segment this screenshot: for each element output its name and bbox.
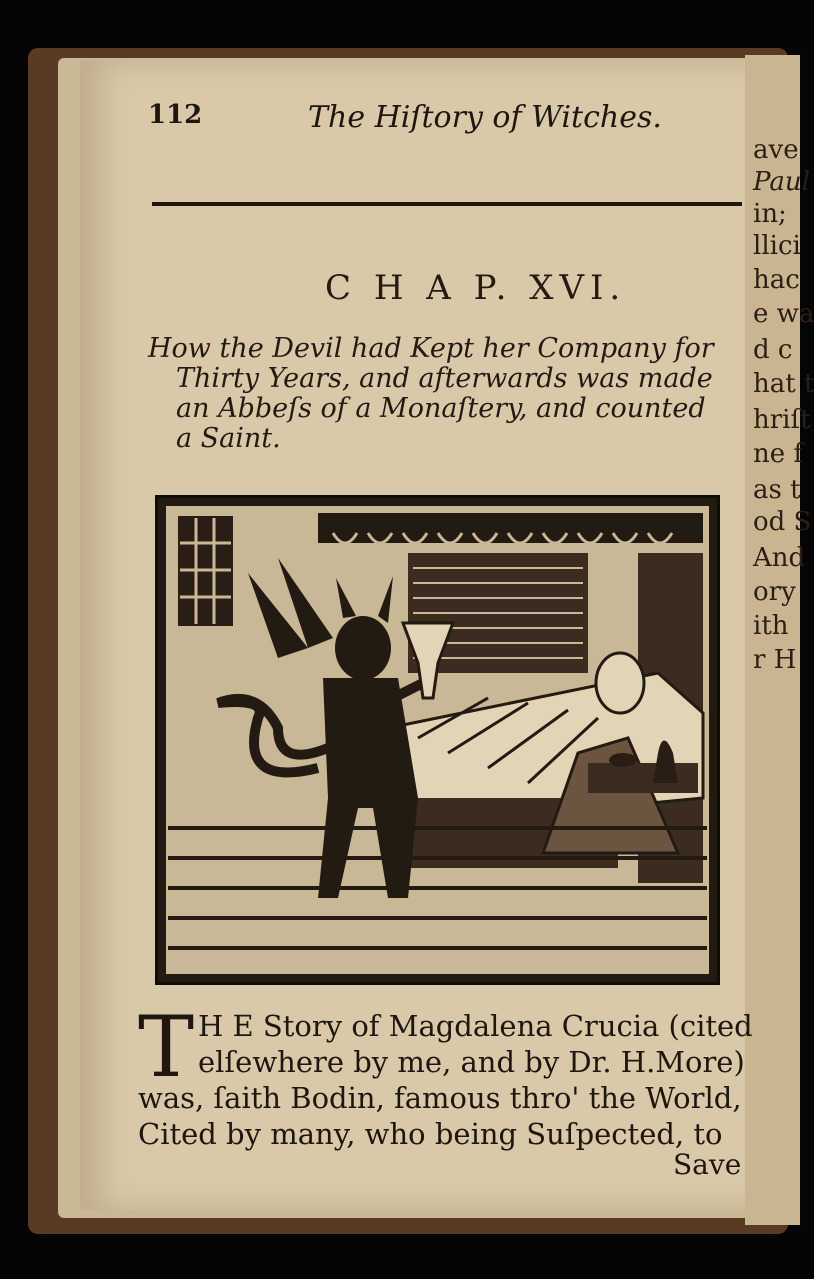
body-text	[138, 1008, 753, 1152]
subheading-line: How the Devil had Kept her Company for	[148, 333, 714, 364]
facing-fragment: And	[753, 543, 806, 573]
woodcut-illustration	[155, 495, 720, 985]
devil-head	[335, 616, 391, 680]
chapter-heading: C H A P. XVI.	[325, 268, 627, 308]
facing-fragment: od S	[753, 507, 812, 537]
page-number: 112	[148, 100, 203, 130]
facing-fragment: hriſt	[753, 405, 811, 435]
subheading-line: a Saint.	[176, 423, 281, 454]
sleeping-woman-head	[596, 653, 644, 713]
facing-fragment: ory	[753, 577, 796, 607]
facing-fragment: ne f	[753, 439, 804, 469]
drop-cap: T	[138, 998, 195, 1096]
facing-fragment: ave	[753, 135, 799, 165]
facing-fragment: ith	[753, 611, 789, 641]
facing-page	[745, 55, 814, 1225]
facing-fragment: e wa	[753, 299, 814, 329]
header-rule	[152, 202, 742, 206]
subheading-line: Thirty Years, and afterwards was made	[176, 363, 713, 394]
bowl	[609, 753, 637, 767]
facing-fragment: in;	[753, 199, 787, 229]
facing-fragment: Paul	[753, 167, 810, 197]
body-line: Cited by many, who being Suſpected, to	[138, 1117, 723, 1151]
facing-fragment: d c	[753, 335, 793, 365]
catchword: Save	[673, 1148, 742, 1181]
page-header	[148, 100, 748, 144]
body-line: elſewhere by me, and by Dr. H.More)	[198, 1045, 745, 1079]
body-line: H E Story of Magdalena Crucia (cited	[198, 1009, 753, 1043]
running-title: The Hiſtory of Witches.	[308, 100, 662, 135]
facing-fragment: hac	[753, 265, 800, 295]
facing-fragment: r H	[753, 645, 797, 675]
chapter-subheading	[148, 334, 748, 454]
bedside-table	[588, 763, 698, 793]
facing-fragment: llici	[753, 231, 801, 261]
woodcut-drawing	[158, 498, 717, 982]
body-line: was, ſaith Bodin, famous thro' the World,	[138, 1081, 742, 1115]
facing-fragment: as t	[753, 475, 801, 505]
subheading-line: an Abbeſs of a Monaſtery, and counted	[176, 393, 706, 424]
facing-fragment: hat t	[753, 369, 814, 399]
